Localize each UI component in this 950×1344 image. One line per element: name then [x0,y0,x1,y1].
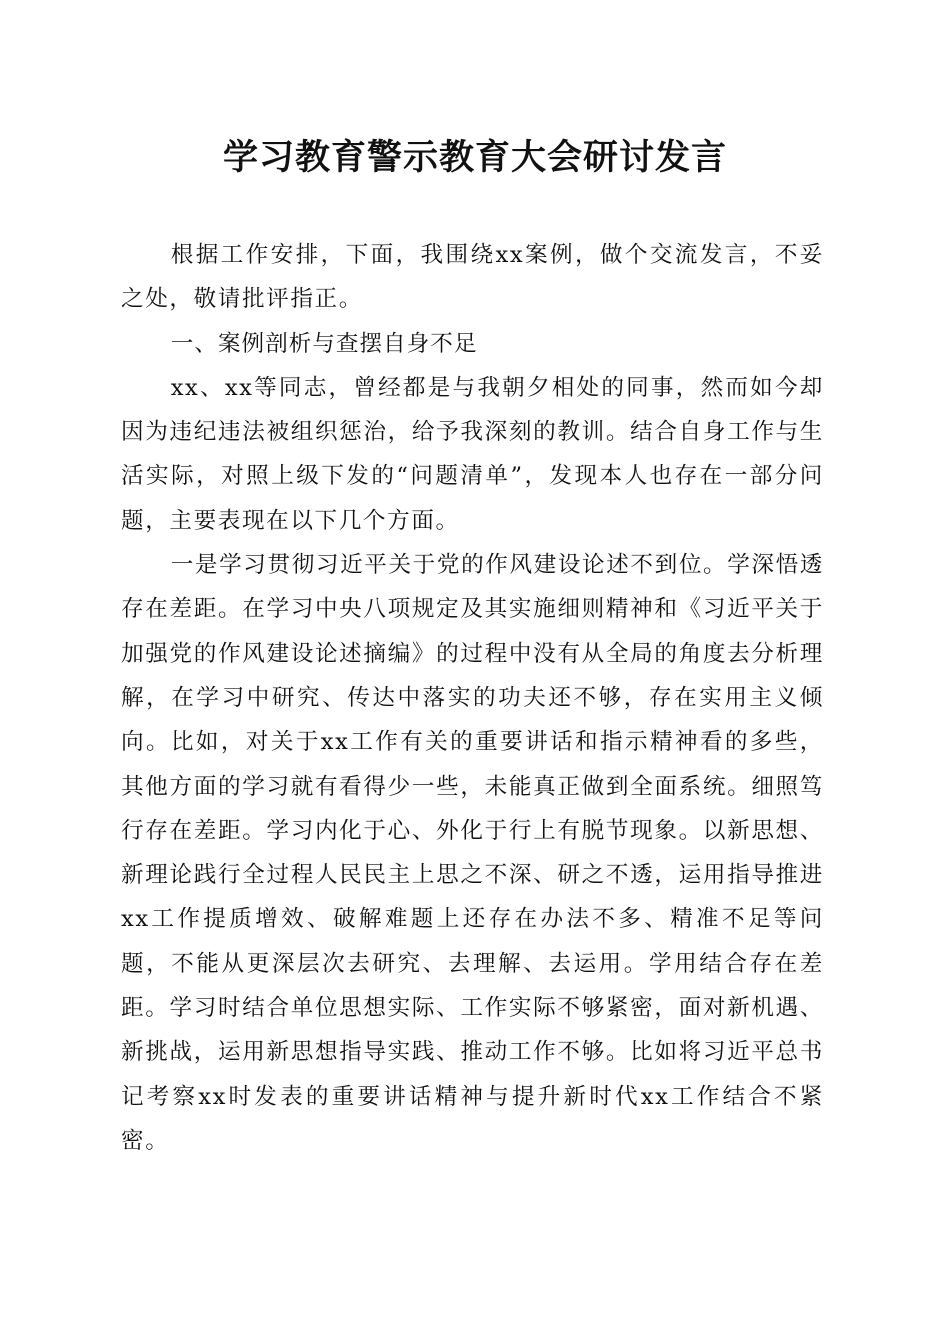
intro-paragraph: 根据工作安排，下面，我围绕xx案例，做个交流发言，不妥之处，敬请批评指正。 [121,242,824,313]
section-heading: 一、案例剖析与查摆自身不足 [170,330,478,357]
document-body [121,233,824,1163]
body-paragraph: xx、xx等同志，曾经都是与我朝夕相处的同事，然而如今却因为违纪违法被组织惩治，给予我深刻的教训。结合自身工作与生活实际，对照上级下发的“问题清单”，发现本人也存在一部分问题，主要表现在以下几个方面。 [121,374,824,534]
body-paragraph: 一是学习贯彻习近平关于党的作风建设论述不到位。学深悟透存在差距。在学习中央八项规定及其实施细则精神和《习近平关于加强党的作风建设论述摘编》的过程中没有从全局的角度去分析理解，在学习中研究、传达中落实的功夫还不够，存在实用主义倾向。比如，对关于xx工作有关的重要讲话和指示精神看的多些，其他方面的学习就有看得少一些，未能真正做到全面系统。细照笃行存在差距。学习内化于心、外化于行上有脱节现象。以新思想、新理论践行全过程人民民主上思之不深、研之不透，运用指导推进xx工作提质增效、破解难题上还存在办法不多、精准不足等问题，不能从更深层次去研究、去理解、去运用。学用结合存在差距。学习时结合单位思想实际、工作实际不够紧密，面对新机遇、新挑战，运用新思想指导实践、推动工作不够。比如将习近平总书记考察xx时发表的重要讲话精神与提升新时代xx工作结合不紧密。 [121,552,824,1154]
document-title: 学习教育警示教育大会研讨发言 [222,137,727,178]
